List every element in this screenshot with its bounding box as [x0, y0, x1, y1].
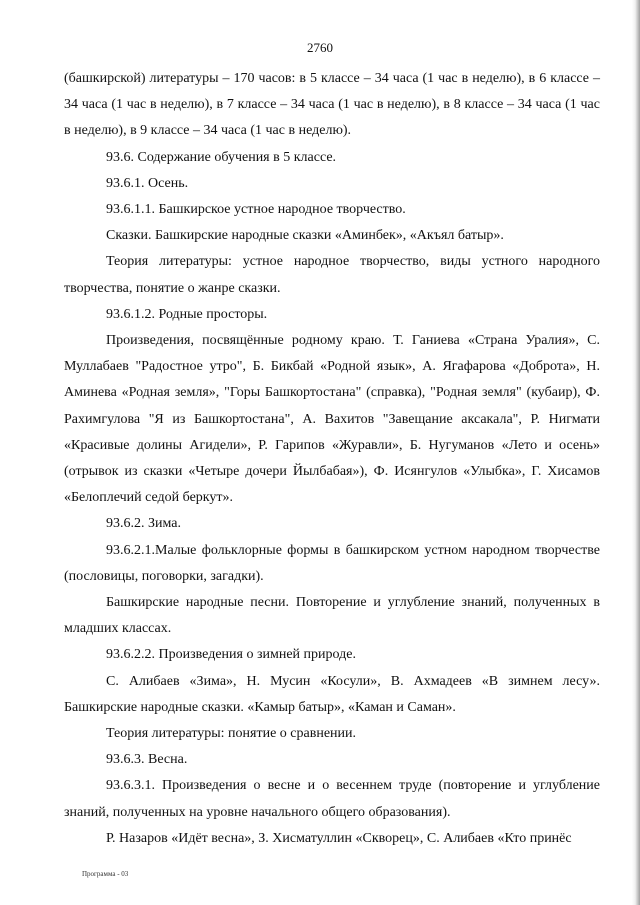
paragraph-literature-theory-2: Теория литературы: понятие о сравнении. — [106, 726, 357, 742]
section-heading-autumn: 93.6.1. Осень. — [106, 175, 189, 191]
section-heading-spring: 93.6.3. Весна. — [106, 752, 188, 768]
paragraph-folk-songs: Башкирские народные песни. Повторение и углубление знаний, полученных в младших классах. — [64, 595, 600, 637]
section-heading-folklore-forms: 93.6.2.1.Малые фольклорные формы в башкирском устном народном творчестве (пословицы, поговорки, загадки). — [64, 542, 600, 584]
paragraph-fairy-tales: Сказки. Башкирские народные сказки «Аминбек», «Акъял батыр». — [106, 228, 504, 244]
page-number: 2760 — [307, 40, 333, 55]
paragraph-native-land-works: Произведения, посвящённые родному краю. Т. Ганиева «Страна Уралия», С. Муллабаев "Радостное утро", Б. Бикбай «Родной язык», А. Ягафарова «Доброта», Н. Аминева «Родная земля», "Горы Башкортостана" (справка), "Родная земля" (кубаир), Ф. Рахимгулова "Я из Башкортостана", А. Вахитов "Завещание аксакала", Р. Нигмати «Красивые долины Агидели», Р. Гарипов «Журавли», Б. Нугуманов «Лето и осень» (отрывок из сказки «Четыре дочери Йылбабая»), Ф. Исянгулов «Улыбка», Г. Хисамов «Белоплечий седой беркут». — [64, 333, 600, 506]
paragraph-winter-works: С. Алибаев «Зима», Н. Мусин «Косули», В. Ахмадеев «В зимнем лесу». Башкирские народные сказки. «Камыр батыр», «Каман и Саман». — [64, 673, 600, 715]
section-heading-spring-works: 93.6.3.1. Произведения о весне и о весеннем труде (повторение и углубление знаний, полученных на уровне начального общего образования). — [64, 778, 600, 820]
paragraph-hours-distribution: (башкирской) литературы – 170 часов: в 5 классе – 34 часа (1 час в неделю), в 6 классе – 34 часа (1 час в неделю), в 7 классе – 34 часа (1 час в неделю), в 8 классе – 34 часа (1 час в неделю), в 9 классе – 34 часа (1 час в неделю). — [64, 71, 600, 139]
section-heading-folk-art: 93.6.1.1. Башкирское устное народное творчество. — [106, 202, 406, 218]
page-footer: Программа - 03 — [82, 870, 129, 878]
body-text — [64, 66, 600, 852]
section-heading-winter: 93.6.2. Зима. — [106, 516, 181, 532]
section-heading-native-lands: 93.6.1.2. Родные просторы. — [106, 306, 268, 322]
section-heading-93-6: 93.6. Содержание обучения в 5 классе. — [106, 149, 337, 165]
paragraph-spring-authors: Р. Назаров «Идёт весна», З. Хисматуллин «Скворец», С. Алибаев «Кто принёс — [106, 830, 572, 846]
section-heading-winter-nature: 93.6.2.2. Произведения о зимней природе. — [106, 647, 356, 663]
scan-edge-shadow — [632, 0, 640, 905]
paragraph-literature-theory-1: Теория литературы: устное народное творчество, виды устного народного творчества, понятие о жанре сказки. — [64, 254, 600, 296]
